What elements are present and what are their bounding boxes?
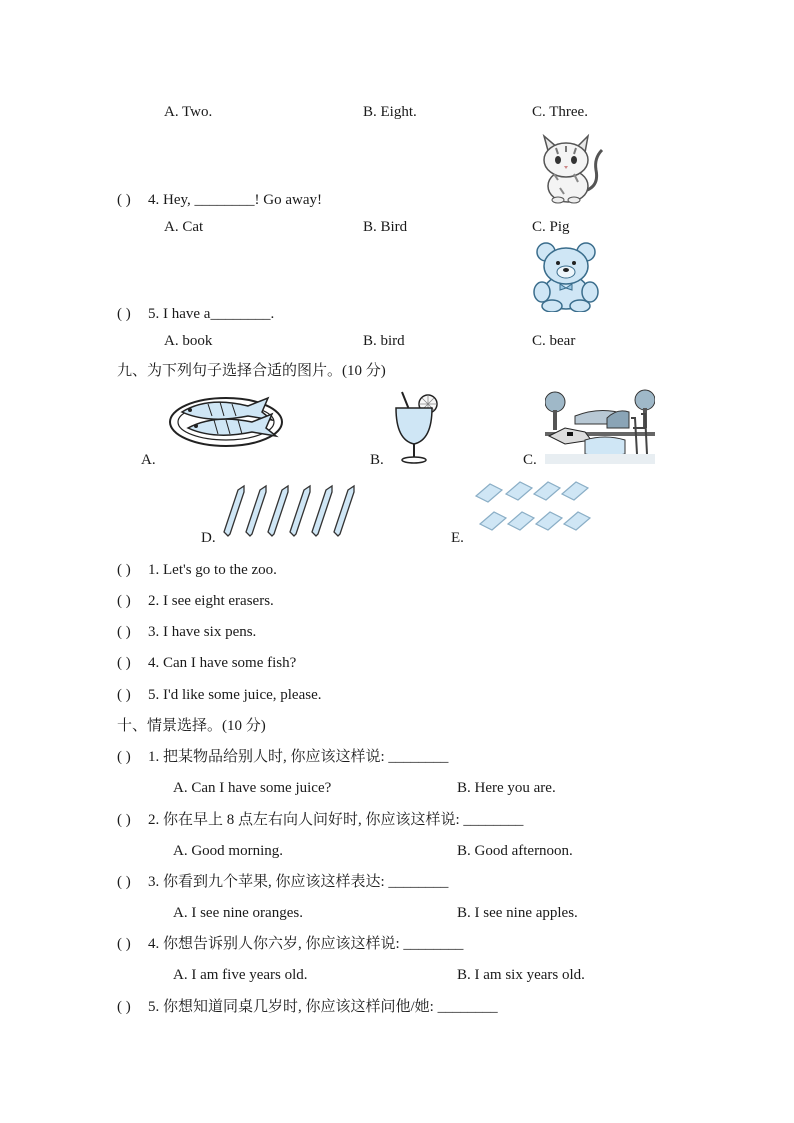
picture-a-label: A.: [141, 452, 156, 468]
s10-q1-bracket[interactable]: ( ): [117, 749, 131, 765]
s10-q3-option-b: B. I see nine apples.: [457, 905, 578, 921]
q5-option-c: C. bear: [532, 333, 576, 349]
teddy-bear-icon: [532, 242, 600, 312]
s10-q3-option-a: A. I see nine oranges.: [173, 905, 303, 921]
s10-q2-text: 2. 你在早上 8 点左右向人问好时, 你应该这样说: ________: [148, 812, 524, 828]
q3-option-b: B. Eight.: [363, 104, 417, 120]
s10-q1-option-a: A. Can I have some juice?: [173, 780, 332, 796]
s10-q4-text: 4. 你想告诉别人你六岁, 你应该这样说: ________: [148, 936, 464, 952]
q4-option-a: A. Cat: [164, 219, 204, 235]
q5-option-b: B. bird: [363, 333, 405, 349]
cat-icon: [530, 130, 606, 206]
picture-d-label: D.: [201, 530, 216, 546]
q4-option-c: C. Pig: [532, 219, 570, 235]
s9-q4-text: 4. Can I have some fish?: [148, 655, 297, 671]
fish-plate-icon: [168, 390, 286, 450]
s10-q2-option-b: B. Good afternoon.: [457, 843, 573, 859]
s10-q2-bracket[interactable]: ( ): [117, 812, 131, 828]
q4-text: 4. Hey, ________! Go away!: [148, 192, 322, 208]
s10-q5-bracket[interactable]: ( ): [117, 999, 131, 1015]
q5-text: 5. I have a________.: [148, 306, 275, 322]
s9-q3-bracket[interactable]: ( ): [117, 624, 131, 640]
s10-q4-option-b: B. I am six years old.: [457, 967, 585, 983]
zoo-scene-icon: [545, 388, 655, 464]
picture-e-label: E.: [451, 530, 464, 546]
s10-q5-text: 5. 你想知道同桌几岁时, 你应该这样问他/她: ________: [148, 999, 498, 1015]
q4-option-b: B. Bird: [363, 219, 408, 235]
picture-b-label: B.: [370, 452, 384, 468]
s10-q1-option-b: B. Here you are.: [457, 780, 556, 796]
eight-erasers-icon: [472, 478, 594, 536]
s9-q5-bracket[interactable]: ( ): [117, 687, 131, 703]
s10-q1-text: 1. 把某物品给别人时, 你应该这样说: ________: [148, 749, 449, 765]
q3-option-a: A. Two.: [164, 104, 213, 120]
q5-option-a: A. book: [164, 333, 213, 349]
s9-q2-bracket[interactable]: ( ): [117, 593, 131, 609]
juice-glass-icon: [388, 390, 440, 466]
q4-bracket[interactable]: ( ): [117, 192, 131, 208]
q3-option-c: C. Three.: [532, 104, 588, 120]
s10-q4-option-a: A. I am five years old.: [173, 967, 308, 983]
s9-q1-bracket[interactable]: ( ): [117, 562, 131, 578]
six-pens-icon: [222, 482, 362, 540]
s10-q2-option-a: A. Good morning.: [173, 843, 283, 859]
s10-q3-bracket[interactable]: ( ): [117, 874, 131, 890]
s10-q4-bracket[interactable]: ( ): [117, 936, 131, 952]
s9-q3-text: 3. I have six pens.: [148, 624, 257, 640]
s9-q1-text: 1. Let's go to the zoo.: [148, 562, 277, 578]
s9-q4-bracket[interactable]: ( ): [117, 655, 131, 671]
section10-heading: 十、情景选择。(10 分): [117, 718, 266, 734]
s9-q5-text: 5. I'd like some juice, please.: [148, 687, 322, 703]
s10-q3-text: 3. 你看到九个苹果, 你应该这样表达: ________: [148, 874, 449, 890]
q5-bracket[interactable]: ( ): [117, 306, 131, 322]
section9-heading: 九、为下列句子选择合适的图片。(10 分): [117, 363, 386, 379]
s9-q2-text: 2. I see eight erasers.: [148, 593, 274, 609]
picture-c-label: C.: [523, 452, 537, 468]
